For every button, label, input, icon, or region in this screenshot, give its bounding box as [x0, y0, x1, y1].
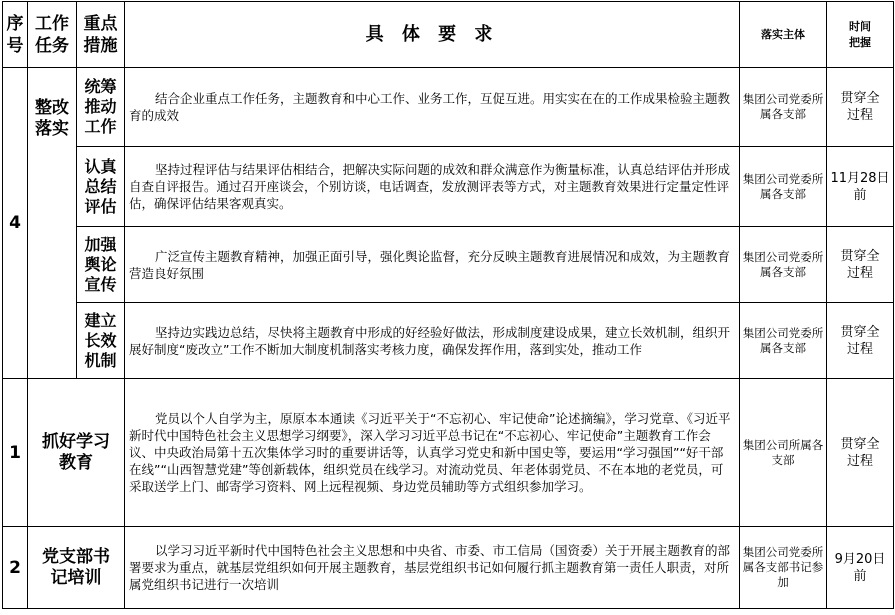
table-row [3, 227, 894, 303]
owner-cell: 集团公司党委所属各支部 [740, 68, 827, 147]
seq-cell: 2 [3, 527, 28, 609]
requirement-text: 坚持过程评估与结果评估相结合，把解决实际问题的成效和群众满意作为衡量标准，认真总结评估并形成自查自评报告。通过召开座谈会，个别访谈，电话调查，发放测评表等方式，对主题教育效果进行定量定性评估，确保评估结果客观真实。 [129, 162, 731, 211]
task-cell: 整改落实 [28, 68, 77, 379]
owner-cell: 集团公司党委所属各支部 [740, 227, 827, 303]
work-plan-table [2, 1, 894, 609]
table-row [3, 527, 894, 609]
requirement-cell [125, 68, 740, 147]
task-cell: 党支部书记培训 [28, 527, 125, 609]
owner-cell: 集团公司所属各支部 [740, 379, 827, 527]
time-cell: 贯穿全过程 [827, 227, 894, 303]
time-cell: 9月20日前 [827, 527, 894, 609]
time-cell: 贯穿全过程 [827, 68, 894, 147]
owner-cell: 集团公司党委所属各支部书记参加 [740, 527, 827, 609]
requirement-cell [125, 227, 740, 303]
owner-cell: 集团公司党委所属各支部 [740, 147, 827, 227]
requirement-cell [125, 527, 740, 609]
measure-cell: 建立长效机制 [77, 303, 125, 379]
measure-cell: 加强舆论宣传 [77, 227, 125, 303]
time-cell: 贯穿全过程 [827, 379, 894, 527]
time-cell: 贯穿全过程 [827, 303, 894, 379]
header-time: 时间把握 [827, 2, 894, 68]
seq-cell: 4 [3, 68, 28, 379]
time-cell: 11月28日前 [827, 147, 894, 227]
measure-cell: 认真总结评估 [77, 147, 125, 227]
requirement-text: 结合企业重点工作任务，主题教育和中心工作、业务工作，互促互进。用实实在在的工作成果检验主题教育的成效 [129, 91, 731, 123]
header-owner: 落实主体 [740, 2, 827, 68]
requirement-cell [125, 303, 740, 379]
table-row [3, 147, 894, 227]
requirement-cell [125, 379, 740, 527]
table-row [3, 379, 894, 527]
header-seq: 序号 [3, 2, 28, 68]
owner-cell: 集团公司党委所属各支部 [740, 303, 827, 379]
measure-cell: 统筹推动工作 [77, 68, 125, 147]
requirement-text: 广泛宣传主题教育精神，加强正面引导，强化舆论监督，充分反映主题教育进展情况和成效，为主题教育营造良好氛围 [129, 248, 731, 281]
requirement-text: 以学习习近平新时代中国特色社会主义思想和中央省、市委、市工信局（国资委）关于开展主题教育的部署要求为重点，就基层党组织如何开展主题教育，基层党组织书记如何履行抓主题教育第一责任人职责，对所属党组织书记进行一次培训 [129, 543, 731, 592]
table-row [3, 68, 894, 147]
header-row [3, 2, 894, 68]
header-task: 工作任务 [28, 2, 77, 68]
task-cell: 抓好学习教育 [28, 379, 125, 527]
requirement-cell [125, 147, 740, 227]
table-row [3, 303, 894, 379]
header-requirement: 具 体 要 求 [125, 2, 740, 68]
requirement-text: 党员以个人自学为主，原原本本通读《习近平关于“不忘初心、牢记使命”论述摘编》，学习党章、《习近平新时代中国特色社会主义思想学习纲要》，深入学习习近平总书记在“不忘初心、牢记使命”主题教育工作会议、中央政治局第十五次集体学习时的重要讲话等，认真学习党史和新中国史等，要运用“学习强国”“好干部在线”“山西智慧党建”等创新载体，组织党员在线学习。对流动党员、年老体弱党员、不在本地的老党员，可采取送学上门、邮寄学习资料、网上远程视频、身边党员辅助等方式组织参加学习。 [129, 411, 731, 494]
requirement-text: 坚持边实践边总结，尽快将主题教育中形成的好经验好做法，形成制度建设成果，建立长效机制，组织开展好制度“废改立”工作不断加大制度机制落实考核力度，确保发挥作用，落到实处，推动工作 [129, 324, 731, 357]
seq-cell: 1 [3, 379, 28, 527]
header-measure: 重点措施 [77, 2, 125, 68]
